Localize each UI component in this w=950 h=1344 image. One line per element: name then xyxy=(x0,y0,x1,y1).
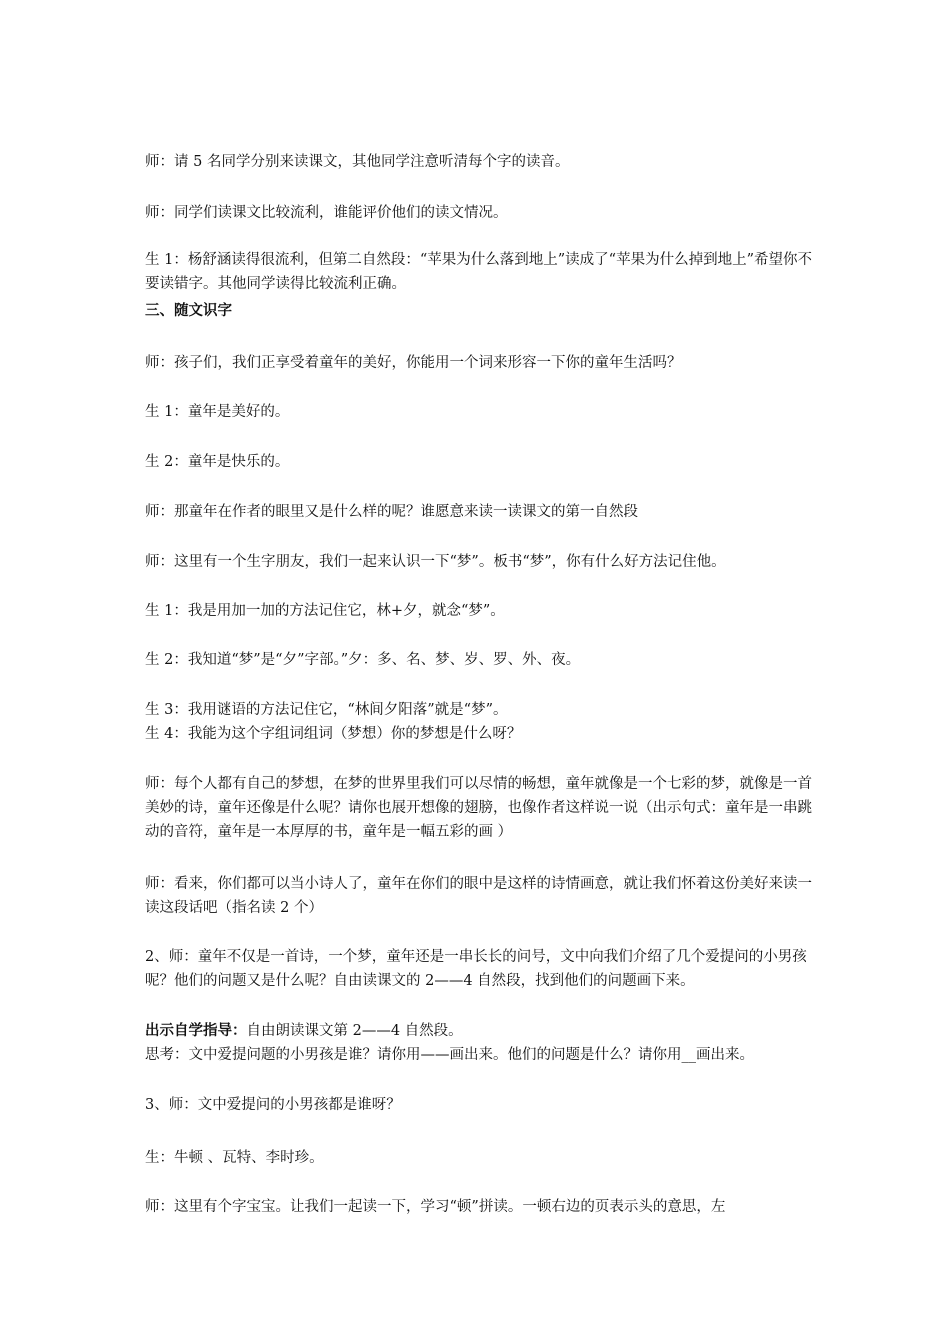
paragraph: 生：牛顿 、瓦特、李时珍。 xyxy=(145,1150,324,1166)
paragraph: 师：这里有个字宝宝。让我们一起读一下，学习“顿”拼读。一顿右边的页表示头的意思，左 xyxy=(145,1199,726,1215)
paragraph: 师：孩子们，我们正享受着童年的美好，你能用一个词来形容一下你的童年生活吗？ xyxy=(145,355,682,371)
paragraph: 3、师：文中爱提问的小男孩都是谁呀？ xyxy=(145,1097,401,1113)
section-heading: 三、随文识字 xyxy=(145,302,232,319)
paragraph: 生 2：童年是快乐的。 xyxy=(145,454,290,470)
paragraph: 生 1：我是用加一加的方法记住它，林+夕，就念“梦”。 xyxy=(145,603,505,619)
self-study-guide xyxy=(145,1019,815,1043)
paragraph: 生 1：杨舒涵读得很流利，但第二自然段：“苹果为什么落到地上”读成了“苹果为什么掉到地上”希望你不要读错字。其他同学读得比较流利正确。 xyxy=(145,252,812,292)
paragraph: 师：每个人都有自己的梦想，在梦的世界里我们可以尽情的畅想，童年就像是一个七彩的梦，就像是一首美妙的诗，童年还像是什么呢？请你也展开想像的翅膀，也像作者这样说一说（出示句式：童年是一串跳动的音符，童年是一本厚厚的书，童年是一幅五彩的画 ） xyxy=(145,776,812,840)
guide-text: 自由朗读课文第 2——4 自然段。 xyxy=(246,1023,463,1039)
paragraph: 生 2：我知道“梦”是“夕”字部。”夕：多、名、梦、岁、罗、外、夜。 xyxy=(145,652,581,668)
paragraph: 思考：文中爱提问题的小男孩是谁？请你用——画出来。他们的问题是什么？请你用__画出来。 xyxy=(145,1047,754,1063)
paragraph: 生 4：我能为这个字组词组词（梦想）你的梦想是什么呀？ xyxy=(145,726,522,742)
paragraph: 生 1：童年是美好的。 xyxy=(145,404,290,420)
paragraph: 师：那童年在作者的眼里又是什么样的呢？谁愿意来读一读课文的第一自然段 xyxy=(145,504,638,520)
paragraph: 2、师：童年不仅是一首诗，一个梦，童年还是一串长长的问号，文中向我们介绍了几个爱提问的小男孩呢？他们的问题又是什么呢？自由读课文的 2——4 自然段，找到他们的问题画下来。 xyxy=(145,949,807,989)
guide-label: 出示自学指导： xyxy=(145,1022,247,1039)
paragraph: 生 3：我用谜语的方法记住它，“林间夕阳落”就是“梦”。 xyxy=(145,702,508,718)
paragraph: 师：请 5 名同学分别来读课文，其他同学注意听清每个字的读音。 xyxy=(145,154,570,170)
paragraph: 师：这里有一个生字朋友，我们一起来认识一下“梦”。板书“梦”，你有什么好方法记住他。 xyxy=(145,554,726,570)
paragraph: 师：看来，你们都可以当小诗人了，童年在你们的眼中是这样的诗情画意，就让我们怀着这份美好来读一读这段话吧（指名读 2 个） xyxy=(145,876,812,916)
paragraph: 师：同学们读课文比较流利，谁能评价他们的读文情况。 xyxy=(145,205,508,221)
